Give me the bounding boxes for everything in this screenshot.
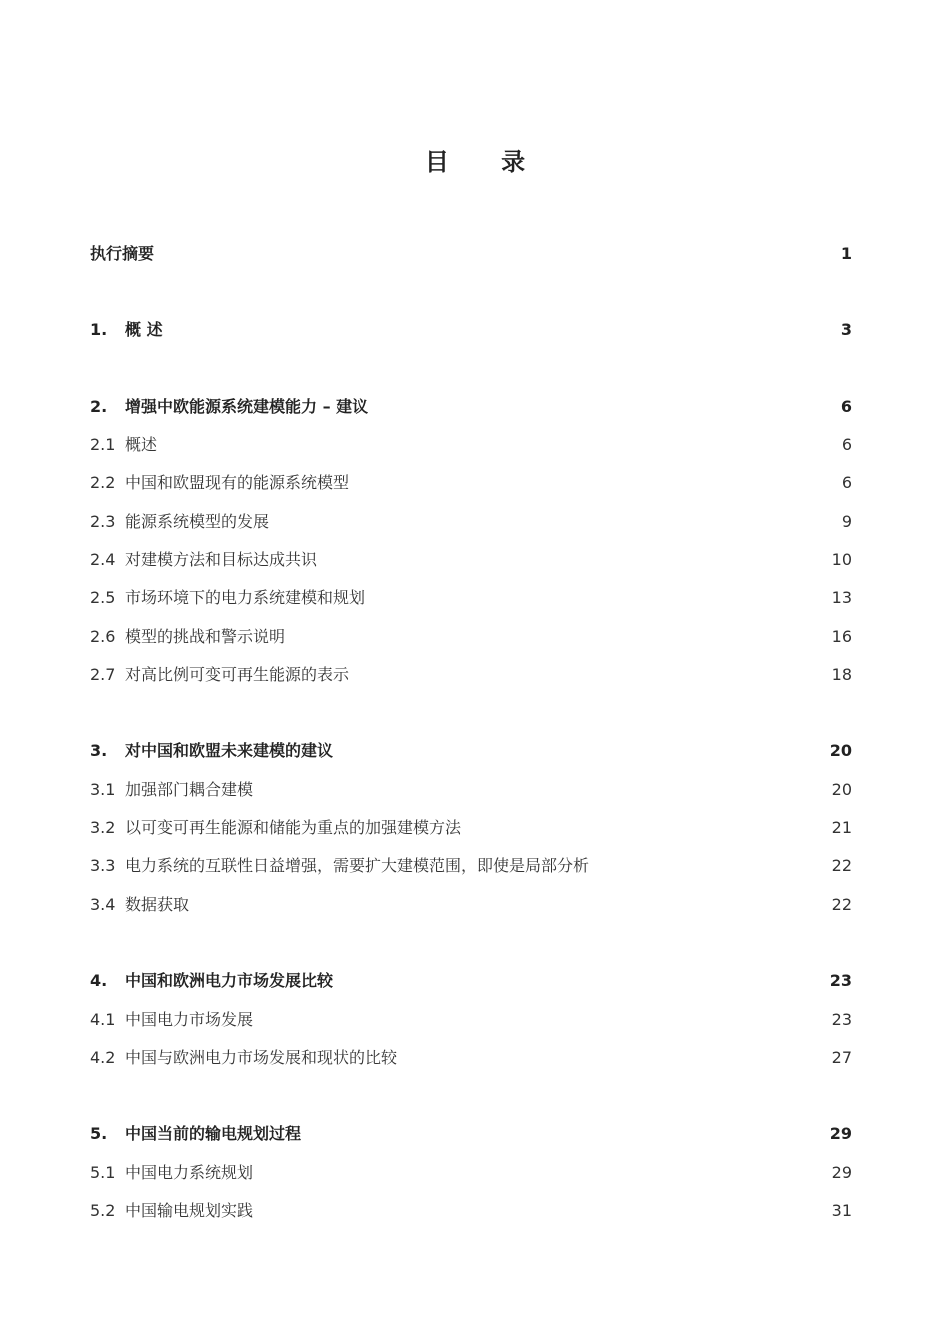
toc-entry-page-number: 23 bbox=[831, 1010, 852, 1029]
toc-entry-page-number: 31 bbox=[831, 1201, 852, 1220]
toc-entry-label: 中国和欧盟现有的能源系统模型 bbox=[125, 473, 350, 492]
toc-entry-label: 增强中欧能源系统建模能力 – 建议 bbox=[125, 397, 369, 416]
toc-entry-label: 执行摘要 bbox=[90, 244, 155, 263]
toc-entry-label: 中国电力市场发展 bbox=[125, 1010, 254, 1029]
toc-entry-label: 对高比例可变可再生能源的表示 bbox=[125, 665, 350, 684]
toc-entry-number: 3.4 bbox=[90, 895, 116, 914]
toc-entry-number: 3.3 bbox=[90, 856, 116, 875]
toc-section-row[interactable] bbox=[90, 816, 852, 840]
toc-chapter-row[interactable] bbox=[90, 395, 852, 419]
toc-entry-number: 2.5 bbox=[90, 588, 116, 607]
toc-entry-number: 2.6 bbox=[90, 627, 116, 646]
toc-entry-number: 4. bbox=[90, 971, 108, 990]
toc-section-row[interactable] bbox=[90, 1008, 852, 1032]
toc-entry-page-number: 29 bbox=[829, 1124, 852, 1143]
toc-entry-label: 能源系统模型的发展 bbox=[125, 512, 270, 531]
toc-section-row[interactable] bbox=[90, 854, 852, 878]
toc-entry-page-number: 21 bbox=[831, 818, 852, 837]
toc-section-row[interactable] bbox=[90, 663, 852, 687]
toc-entry-label: 中国电力系统规划 bbox=[125, 1163, 254, 1182]
toc-entry-page-number: 22 bbox=[831, 856, 852, 875]
toc-entry-label: 电力系统的互联性日益增强，需要扩大建模范围，即使是局部分析 bbox=[125, 856, 590, 875]
toc-entry-page-number: 16 bbox=[831, 627, 852, 646]
toc-entry-number: 2.4 bbox=[90, 550, 116, 569]
toc-entry-number: 5. bbox=[90, 1124, 108, 1143]
toc-section-row[interactable] bbox=[90, 586, 852, 610]
toc-section-row[interactable] bbox=[90, 625, 852, 649]
toc-entry-number: 3.2 bbox=[90, 818, 116, 837]
toc-section-row[interactable] bbox=[90, 1161, 852, 1185]
toc-entry-label: 对中国和欧盟未来建模的建议 bbox=[125, 741, 334, 760]
toc-entry-label: 市场环境下的电力系统建模和规划 bbox=[125, 588, 366, 607]
toc-entry-page-number: 6 bbox=[841, 473, 852, 492]
toc-entry-number: 2.3 bbox=[90, 512, 116, 531]
toc-entry-page-number: 6 bbox=[840, 397, 852, 416]
toc-section-row[interactable] bbox=[90, 433, 852, 457]
toc-chapter-row[interactable] bbox=[90, 1122, 852, 1146]
toc-entry-label: 概述 bbox=[125, 435, 158, 454]
toc-entry-number: 2.2 bbox=[90, 473, 116, 492]
toc-entry-number: 5.2 bbox=[90, 1201, 116, 1220]
toc-entry-page-number: 1 bbox=[840, 244, 852, 263]
toc-entry-label: 中国与欧洲电力市场发展和现状的比较 bbox=[125, 1048, 398, 1067]
toc-entry-page-number: 29 bbox=[831, 1163, 852, 1182]
toc-section-row[interactable] bbox=[90, 778, 852, 802]
toc-section-row[interactable] bbox=[90, 510, 852, 534]
toc-entry-number: 3.1 bbox=[90, 780, 116, 799]
toc-entry-page-number: 9 bbox=[841, 512, 852, 531]
toc-entry-label: 对建模方法和目标达成共识 bbox=[125, 550, 318, 569]
toc-entry-page-number: 13 bbox=[831, 588, 852, 607]
toc-entry-label: 以可变可再生能源和储能为重点的加强建模方法 bbox=[125, 818, 462, 837]
toc-entry-label: 中国和欧洲电力市场发展比较 bbox=[125, 971, 334, 990]
toc-chapter-row[interactable] bbox=[90, 739, 852, 763]
toc-section-row[interactable] bbox=[90, 1046, 852, 1070]
toc-entry-page-number: 20 bbox=[829, 741, 852, 760]
toc-entry-label: 数据获取 bbox=[125, 895, 190, 914]
toc-chapter-row[interactable] bbox=[90, 242, 852, 266]
toc-section-row[interactable] bbox=[90, 1199, 852, 1223]
toc-entry-page-number: 20 bbox=[831, 780, 852, 799]
toc-entry-number: 3. bbox=[90, 741, 108, 760]
toc-section-row[interactable] bbox=[90, 893, 852, 917]
toc-entry-number: 1. bbox=[90, 320, 108, 339]
toc-entry-number: 4.2 bbox=[90, 1048, 116, 1067]
toc-entry-page-number: 3 bbox=[840, 320, 852, 339]
toc-entry-page-number: 6 bbox=[841, 435, 852, 454]
toc-entry-label: 模型的挑战和警示说明 bbox=[125, 627, 286, 646]
toc-section-row[interactable] bbox=[90, 548, 852, 572]
toc-entry-number: 4.1 bbox=[90, 1010, 116, 1029]
toc-entry-label: 加强部门耦合建模 bbox=[125, 780, 254, 799]
toc-entry-label: 概 述 bbox=[125, 320, 163, 339]
toc-entry-number: 2.7 bbox=[90, 665, 116, 684]
toc-entry-label: 中国输电规划实践 bbox=[125, 1201, 254, 1220]
toc-entry-page-number: 23 bbox=[829, 971, 852, 990]
toc-entry-number: 2.1 bbox=[90, 435, 116, 454]
toc-entry-number: 5.1 bbox=[90, 1163, 116, 1182]
toc-entry-page-number: 18 bbox=[831, 665, 852, 684]
page-title: 目 录 bbox=[424, 148, 548, 176]
toc-entry-page-number: 22 bbox=[831, 895, 852, 914]
toc-chapter-row[interactable] bbox=[90, 969, 852, 993]
toc-entry-page-number: 10 bbox=[831, 550, 852, 569]
toc-entry-page-number: 27 bbox=[831, 1048, 852, 1067]
toc-entry-number: 2. bbox=[90, 397, 108, 416]
toc-entry-label: 中国当前的输电规划过程 bbox=[125, 1124, 302, 1143]
toc-section-row[interactable] bbox=[90, 471, 852, 495]
toc-chapter-row[interactable] bbox=[90, 318, 852, 342]
